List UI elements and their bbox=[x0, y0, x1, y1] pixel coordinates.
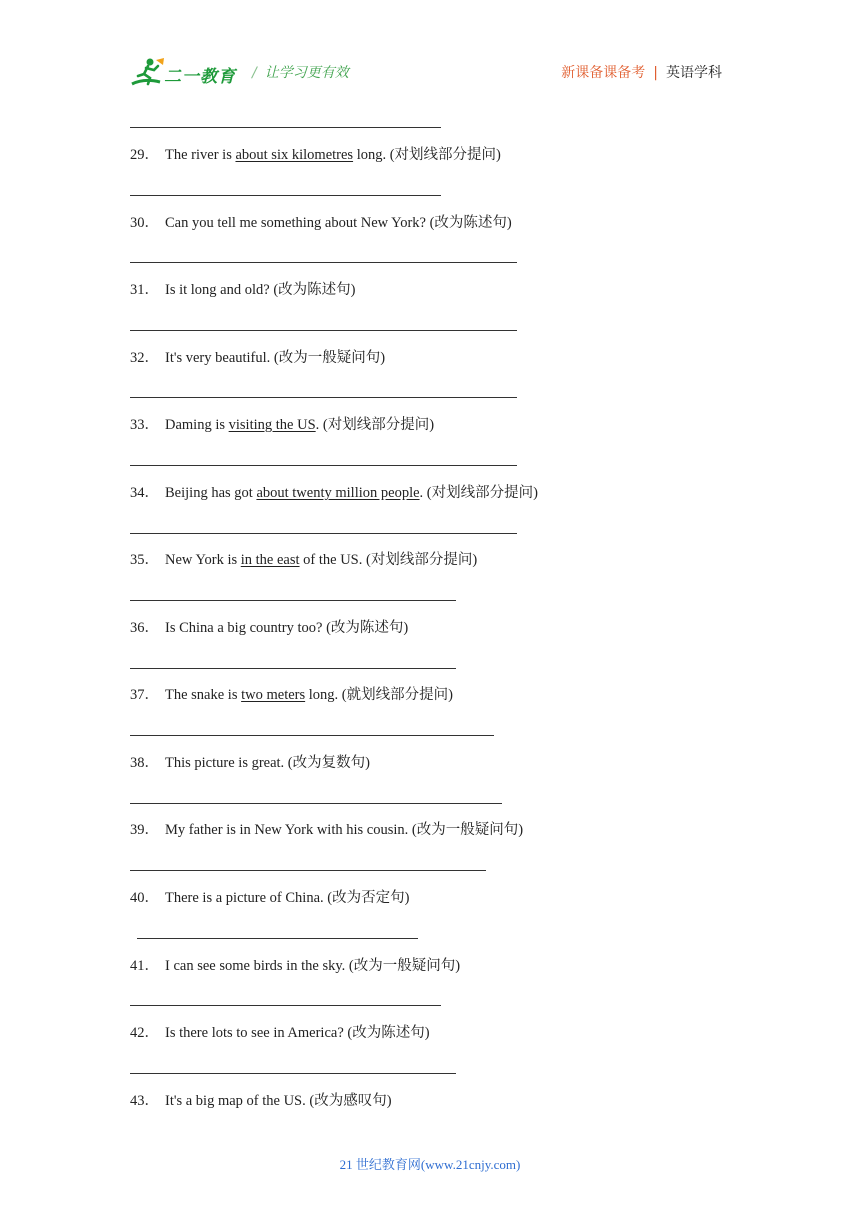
page-header bbox=[0, 0, 860, 110]
question-29: 29． The river is about six kilometres long. (对划线部分提问) bbox=[130, 147, 501, 163]
answer-line bbox=[130, 195, 441, 196]
question-36: 36． Is China a big country too? (改为陈述句) bbox=[130, 620, 409, 636]
question-34: 34． Beijing has got about twenty million people. (对划线部分提问) bbox=[130, 485, 538, 501]
answer-line bbox=[130, 600, 456, 601]
answer-line bbox=[130, 330, 517, 331]
question-40: 40． There is a picture of China. (改为否定句) bbox=[130, 890, 410, 906]
question-38: 38． This picture is great. (改为复数句) bbox=[130, 755, 370, 771]
logo bbox=[130, 56, 242, 90]
answer-line bbox=[130, 465, 517, 466]
answer-line bbox=[130, 262, 517, 263]
runner-logo-icon bbox=[130, 56, 166, 90]
answer-line bbox=[130, 735, 494, 736]
question-33: 33． Daming is visiting the US. (对划线部分提问) bbox=[130, 417, 435, 433]
answer-line bbox=[130, 668, 456, 669]
header-subject: 新课备课备考 | 英语学科 bbox=[561, 65, 722, 81]
question-41: 41． I can see some birds in the sky. (改为一般疑问句) bbox=[130, 958, 461, 974]
question-42: 42． Is there lots to see in America? (改为陈述句) bbox=[130, 1025, 430, 1041]
answer-line bbox=[130, 870, 486, 871]
answer-line bbox=[130, 397, 517, 398]
question-32: 32． It's very beautiful. (改为一般疑问句) bbox=[130, 350, 386, 366]
answer-line bbox=[130, 1073, 456, 1074]
slogan: / 让学习更有效 bbox=[252, 65, 349, 81]
answer-line bbox=[130, 127, 441, 128]
question-37: 37． The snake is two meters long. (就划线部分提问) bbox=[130, 687, 453, 703]
question-30: 30． Can you tell me something about New York? (改为陈述句) bbox=[130, 215, 512, 231]
question-43: 43． It's a big map of the US. (改为感叹句) bbox=[130, 1093, 392, 1109]
question-31: 31． Is it long and old? (改为陈述句) bbox=[130, 282, 356, 298]
answer-line bbox=[130, 533, 517, 534]
answer-line bbox=[130, 1005, 441, 1006]
answer-line bbox=[130, 803, 502, 804]
question-35: 35． New York is in the east of the US. (对划线部分提问) bbox=[130, 552, 478, 568]
question-39: 39． My father is in New York with his cousin. (改为一般疑问句) bbox=[130, 822, 524, 838]
logo-text: 二一教育 bbox=[164, 67, 236, 87]
footer-link[interactable]: 21 世纪教育网(www.21cnjy.com) bbox=[339, 1157, 521, 1172]
answer-line bbox=[137, 938, 418, 939]
